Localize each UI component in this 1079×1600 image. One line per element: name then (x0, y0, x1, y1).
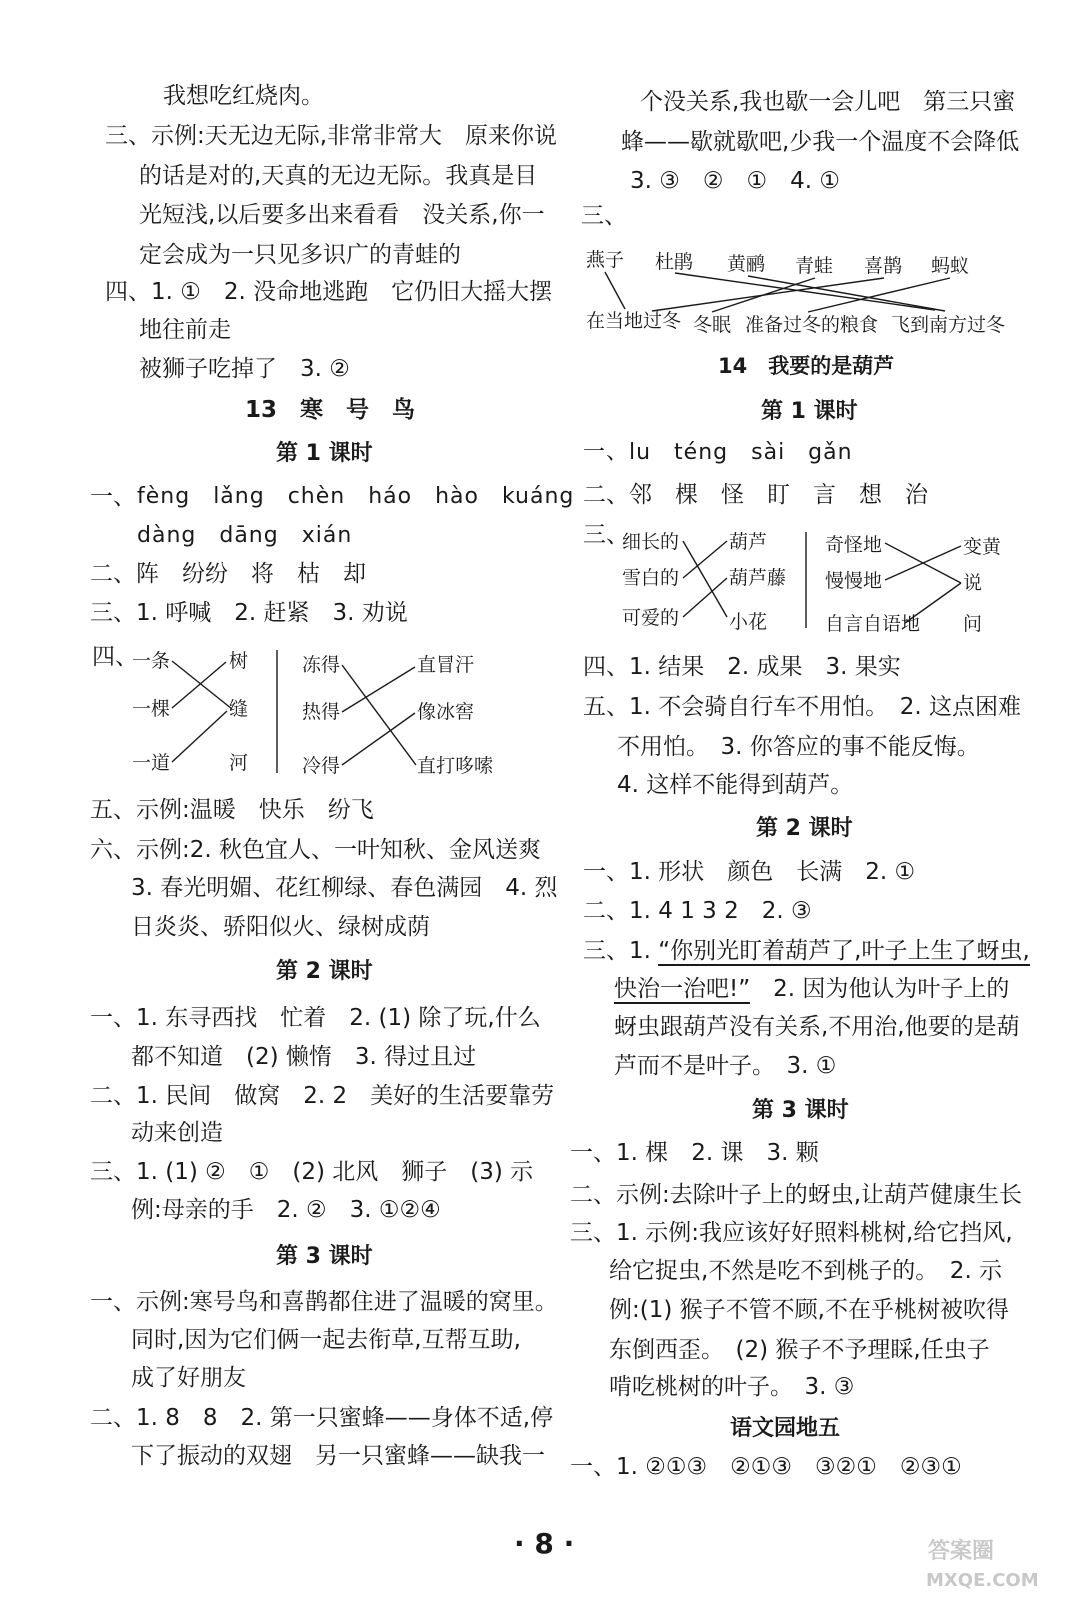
answer-prefix: 四、 (92, 644, 138, 670)
answer-line: 三、示例:天无边无际,非常非常大 原来你说 (105, 123, 558, 149)
pinyin-line: 一、lu téng sài gǎn (583, 440, 853, 465)
match-item: 奇怪地 (825, 534, 883, 556)
watermark-text: MXQE.COM (926, 1570, 1039, 1591)
match-line (342, 667, 415, 712)
section-heading: 第 2 课时 (276, 959, 373, 984)
answer-line: 二、邻 棵 怪 盯 言 想 治 (583, 482, 928, 508)
watermark-logo (922, 1532, 1072, 1594)
section-heading: 第 1 课时 (276, 441, 373, 466)
match-item: 在当地过冬 (586, 310, 682, 332)
match-item: 变黄 (963, 536, 1002, 558)
answer-line: 个没关系,我也歇一会儿吧 第三只蜜 (640, 89, 1016, 115)
answer-line: 例:(1) 猴子不管不顾,不在乎桃树被吹得 (609, 1297, 1009, 1323)
match-line (605, 272, 625, 309)
match-item: 小花 (729, 611, 768, 633)
match-item: 冷得 (302, 755, 341, 777)
match-item: 说 (963, 572, 983, 594)
match-line (885, 543, 961, 583)
match-line (712, 278, 815, 312)
answer-line: 动来创造 (131, 1120, 223, 1146)
match-item: 蚂蚁 (931, 255, 970, 277)
answer-line: 三、1. 示例:我应该好好照料桃树,给它挡风, (570, 1220, 1013, 1246)
match-item: 雪白的 (622, 567, 680, 589)
answer-line: 三、1. (1) ② ① (2) 北风 狮子 (3) 示 (90, 1159, 534, 1185)
answer-line: 六、示例:2. 秋色宜人、一叶知秋、金风送爽 (90, 837, 542, 863)
match-item: 冻得 (302, 654, 341, 676)
answer-line: 二、阵 纷纷 将 枯 却 (90, 561, 366, 587)
match-line (342, 665, 416, 765)
answer-line (583, 936, 1030, 966)
match-item: 一棵 (132, 698, 171, 720)
match-item: 像冰窖 (417, 701, 475, 723)
answer-line: 光短浅,以后要多出来看看 没关系,你一 (139, 202, 545, 228)
answer-line: 4. 这样不能得到葫芦。 (617, 772, 854, 798)
match-item: 细长的 (622, 531, 680, 553)
answer-line: 例:母亲的手 2. ② 3. ①②④ (131, 1197, 441, 1223)
answer-line: 一、1. 东寻西找 忙着 2. (1) 除了玩,什么 (90, 1005, 541, 1031)
answer-line: 的话是对的,天真的无边无际。我真是目 (139, 163, 538, 189)
lesson-title: 14 我要的是葫芦 (718, 354, 895, 378)
answer-line: 日炎炎、骄阳似火、绿树成荫 (131, 914, 430, 940)
answer-line: 地往前走 (139, 317, 231, 343)
page-number: · 8 · (514, 1527, 575, 1560)
pinyin-line: dàng dāng xián (137, 523, 353, 548)
match-item: 准备过冬的粮食 (745, 314, 879, 336)
match-item: 青蛙 (795, 255, 834, 277)
answer-line: 三、1. 呼喊 2. 赶紧 3. 劝说 (90, 600, 408, 626)
answer-line: 下了振动的双翅 另一只蜜蜂——缺我一 (131, 1443, 545, 1469)
match-item: 葫芦 (729, 531, 768, 553)
match-item: 喜鹊 (864, 255, 903, 277)
match-item: 慢慢地 (825, 570, 883, 592)
answer-line: 3. 春光明媚、花红柳绿、春色满园 4. 烈 (131, 875, 558, 901)
match-item: 杜鹃 (655, 251, 694, 273)
match-line (808, 278, 950, 312)
answer-text: 2. 因为他认为叶子上的 (750, 976, 1010, 1002)
match-item: 直冒汗 (417, 654, 475, 676)
watermark-text: 答案圈 (928, 1539, 995, 1564)
answer-line: 啃吃桃树的叶子。 3. ③ (609, 1374, 855, 1400)
match-item: 飞到南方过冬 (891, 314, 1006, 336)
match-item: 冬眠 (693, 314, 732, 336)
match-line (172, 711, 227, 762)
answer-line (614, 974, 1009, 1004)
match-line (683, 541, 727, 578)
answer-line: 芦而不是叶子。 3. ① (614, 1053, 837, 1079)
match-item: 缝 (229, 698, 249, 720)
answer-line: 我想吃红烧肉。 (163, 83, 324, 109)
answer-line: 蚜虫跟葫芦没有关系,不用治,他要的是葫 (614, 1014, 1020, 1040)
answer-line: 蜂——歇就歇吧,少我一个温度不会降低 (621, 129, 1020, 155)
answer-prefix: 三、 (581, 203, 627, 229)
answer-line: 都不知道 (2) 懒惰 3. 得过且过 (131, 1044, 477, 1070)
answer-line: 二、1. 8 8 2. 第一只蜜蜂——身体不适,停 (90, 1405, 554, 1431)
match-item: 树 (229, 650, 249, 672)
section-heading: 第 2 课时 (756, 816, 853, 841)
match-line (172, 662, 226, 708)
match-line (683, 578, 727, 617)
match-line (748, 276, 945, 311)
match-item: 河 (229, 752, 249, 774)
match-item: 热得 (302, 701, 341, 723)
answer-line: 定会成为一只见多识广的青蛙的 (139, 242, 461, 268)
match-item: 问 (963, 613, 983, 635)
match-line (885, 546, 961, 580)
underlined-quote: 快治一治吧!” (614, 976, 751, 1002)
match-item: 可爱的 (622, 607, 680, 629)
match-line (675, 273, 935, 310)
section-heading: 第 3 课时 (276, 1244, 373, 1269)
pinyin-line: fèng lǎng chèn háo hào kuáng (137, 484, 575, 509)
match-line (342, 713, 415, 765)
match-item: 燕子 (586, 249, 625, 271)
answer-line: 二、1. 民间 做窝 2. 2 美好的生活要靠劳 (90, 1083, 555, 1109)
answer-line: 东倒西歪。 (2) 猴子不予理睬,任虫子 (609, 1337, 990, 1363)
answer-line: 成了好朋友 (131, 1365, 246, 1391)
match-item: 一道 (132, 752, 171, 774)
section-heading: 第 3 课时 (752, 1098, 849, 1123)
answer-line: 一、1. ②①③ ②①③ ③②① ②③① (570, 1454, 962, 1480)
underlined-quote: “你别光盯着葫芦了,叶子上生了蚜虫, (658, 938, 1030, 964)
lesson-title: 13 寒 号 鸟 (245, 397, 416, 423)
answer-line: 不用怕。 3. 你答应的事不能反悔。 (617, 734, 980, 760)
match-item: 直打哆嗦 (417, 755, 494, 777)
answer-line: 一、示例:寒号鸟和喜鹊都住进了温暖的窝里。 (90, 1289, 558, 1315)
match-line (172, 661, 232, 709)
match-line (652, 278, 884, 311)
match-item: 一条 (132, 650, 171, 672)
answer-prefix: 三、1. (583, 938, 659, 964)
answer-line: 给它捉虫,不然是吃不到桃子的。 2. 示 (609, 1258, 1003, 1284)
answer-line: 四、1. ① 2. 没命地逃跑 它仍旧大摇大摆 (105, 279, 553, 305)
answer-line: 五、示例:温暖 快乐 纷飞 (90, 797, 374, 823)
answer-line: 一、1. 形状 颜色 长满 2. ① (583, 859, 916, 885)
answer-line: 二、示例:去除叶子上的蚜虫,让葫芦健康生长 (570, 1182, 1023, 1208)
answer-line: 二、1. 4 1 3 2 2. ③ (583, 898, 812, 924)
match-line (683, 541, 727, 617)
answer-line: 被狮子吃掉了 3. ② (139, 356, 350, 382)
match-item: 葫芦藤 (729, 567, 787, 589)
answer-prefix: 三、 (583, 522, 629, 548)
section-heading: 语文园地五 (730, 1416, 841, 1441)
answer-line: 五、1. 不会骑自行车不用怕。 2. 这点困难 (583, 694, 1022, 720)
answer-prefix: 一、 (90, 484, 136, 510)
answer-line: 同时,因为它们俩一起去衔草,互帮互助, (131, 1327, 521, 1353)
answer-line: 一、1. 棵 2. 课 3. 颗 (570, 1140, 819, 1166)
answer-line: 3. ③ ② ① 4. ① (630, 168, 840, 194)
match-item: 黄鹂 (727, 253, 766, 275)
section-heading: 第 1 课时 (761, 399, 858, 424)
answer-line: 四、1. 结果 2. 成果 3. 果实 (583, 654, 901, 680)
match-item: 自言自语地 (825, 613, 921, 635)
